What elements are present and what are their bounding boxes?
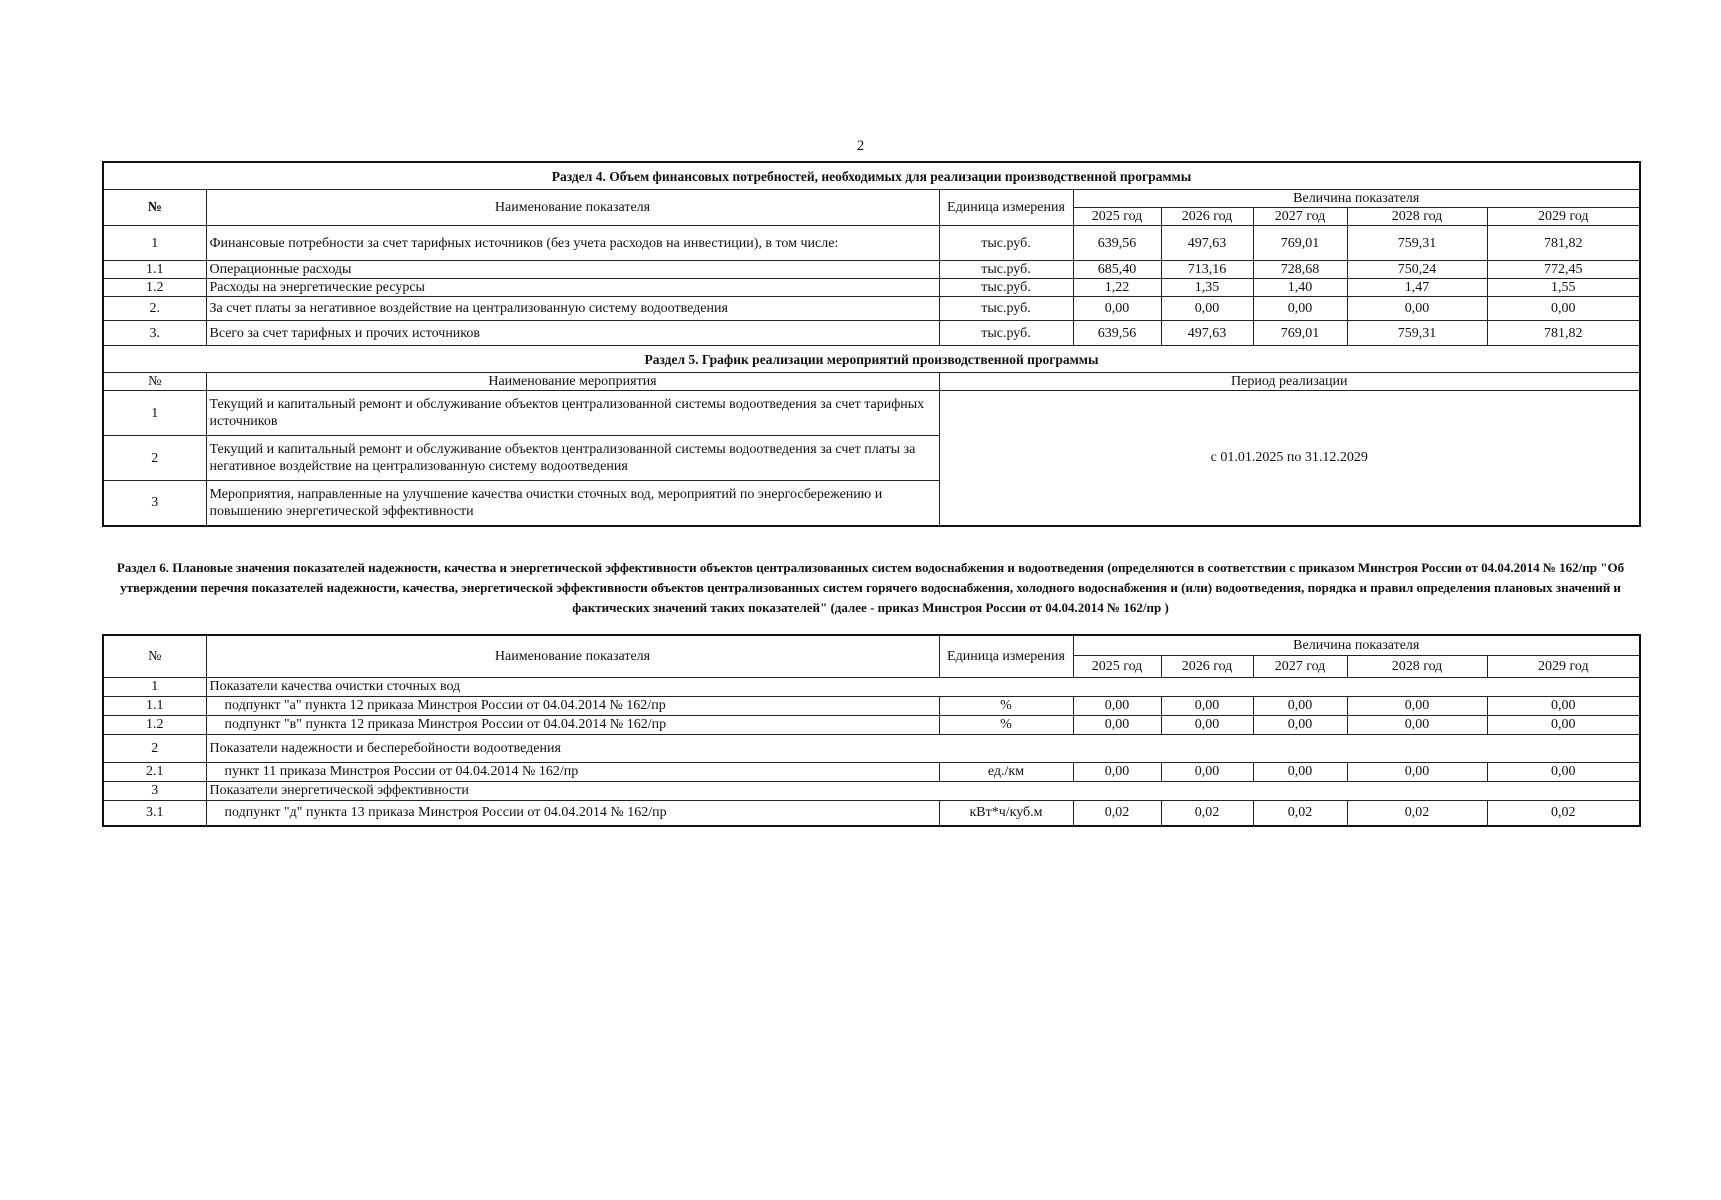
row-value: 0,00 — [1347, 297, 1487, 321]
group-num: 2 — [103, 734, 206, 762]
section4-title: Раздел 4. Объем финансовых потребностей, необходимых для реализации производственной программы — [103, 162, 1640, 190]
header-year: 2028 год — [1347, 655, 1487, 677]
row-value: 0,00 — [1347, 762, 1487, 781]
row-value: 713,16 — [1161, 261, 1253, 279]
table-row — [103, 279, 1640, 297]
table-row — [103, 762, 1640, 781]
row-name: пункт 11 приказа Минстроя России от 04.04.2014 № 162/пр — [206, 762, 939, 781]
group-row — [103, 734, 1640, 762]
row-num: 2 — [103, 436, 206, 481]
row-value: 0,02 — [1073, 800, 1161, 826]
row-num: 1.1 — [103, 261, 206, 279]
group-row — [103, 781, 1640, 800]
header-year: 2025 год — [1073, 208, 1161, 226]
row-value: 497,63 — [1161, 321, 1253, 346]
row-value: 0,00 — [1161, 297, 1253, 321]
row-value: 1,35 — [1161, 279, 1253, 297]
header-value: Величина показателя — [1073, 635, 1640, 655]
row-unit: тыс.руб. — [939, 279, 1073, 297]
row-name: подпункт "а" пункта 12 приказа Минстроя России от 04.04.2014 № 162/пр — [206, 696, 939, 715]
row-value: 781,82 — [1487, 321, 1640, 346]
row-unit: тыс.руб. — [939, 297, 1073, 321]
header-num: № — [103, 635, 206, 677]
header-year: 2029 год — [1487, 208, 1640, 226]
row-value: 639,56 — [1073, 321, 1161, 346]
row-num: 2. — [103, 297, 206, 321]
row-value: 0,00 — [1073, 696, 1161, 715]
row-value: 0,02 — [1347, 800, 1487, 826]
row-value: 728,68 — [1253, 261, 1347, 279]
section5-title: Раздел 5. График реализации мероприятий производственной программы — [103, 346, 1640, 373]
row-name: подпункт "д" пункта 13 приказа Минстроя России от 04.04.2014 № 162/пр — [206, 800, 939, 826]
group-name: Показатели надежности и бесперебойности водоотведения — [206, 734, 1640, 762]
header-year: 2027 год — [1253, 655, 1347, 677]
table-row — [103, 800, 1640, 826]
row-value: 0,00 — [1073, 762, 1161, 781]
table-row — [103, 715, 1640, 734]
row-num: 1.2 — [103, 279, 206, 297]
group-name: Показатели качества очистки сточных вод — [206, 677, 1640, 696]
row-value: 0,00 — [1253, 297, 1347, 321]
table-row — [103, 261, 1640, 279]
row-num: 3.1 — [103, 800, 206, 826]
row-value: 0,00 — [1487, 297, 1640, 321]
header-year: 2029 год — [1487, 655, 1640, 677]
row-unit: % — [939, 696, 1073, 715]
header-unit: Единица измерения — [939, 635, 1073, 677]
row-value: 0,00 — [1253, 715, 1347, 734]
row-value: 759,31 — [1347, 321, 1487, 346]
row-num: 3. — [103, 321, 206, 346]
header-num: № — [103, 373, 206, 391]
row-name: За счет платы за негативное воздействие на централизованную систему водоотведения — [206, 297, 939, 321]
row-unit: ед./км — [939, 762, 1073, 781]
row-value: 769,01 — [1253, 226, 1347, 261]
page-number: 2 — [856, 138, 865, 154]
row-unit: кВт*ч/куб.м — [939, 800, 1073, 826]
header-year: 2026 год — [1161, 208, 1253, 226]
row-value: 0,00 — [1161, 696, 1253, 715]
table-row — [103, 321, 1640, 346]
table-row — [103, 297, 1640, 321]
row-name: Операционные расходы — [206, 261, 939, 279]
section6-table — [102, 634, 1641, 827]
header-year: 2028 год — [1347, 208, 1487, 226]
row-value: 0,00 — [1487, 715, 1640, 734]
row-name: Текущий и капитальный ремонт и обслуживание объектов централизованной системы водоотведения за счет платы за негативное воздействие на централизованную систему водоотведения — [206, 436, 939, 481]
row-value: 0,00 — [1073, 715, 1161, 734]
row-value: 497,63 — [1161, 226, 1253, 261]
row-num: 1 — [103, 226, 206, 261]
row-num: 1 — [103, 391, 206, 436]
table-row — [103, 391, 1640, 436]
header-year: 2025 год — [1073, 655, 1161, 677]
header-num: № — [103, 190, 206, 226]
row-value: 0,02 — [1487, 800, 1640, 826]
row-unit: тыс.руб. — [939, 321, 1073, 346]
row-value: 0,00 — [1161, 762, 1253, 781]
row-value: 0,02 — [1253, 800, 1347, 826]
group-num: 1 — [103, 677, 206, 696]
row-value: 1,55 — [1487, 279, 1640, 297]
row-value: 759,31 — [1347, 226, 1487, 261]
row-num: 3 — [103, 481, 206, 526]
row-value: 0,00 — [1347, 715, 1487, 734]
row-name: подпункт "в" пункта 12 приказа Минстроя России от 04.04.2014 № 162/пр — [206, 715, 939, 734]
row-unit: тыс.руб. — [939, 261, 1073, 279]
header-value: Величина показателя — [1073, 190, 1640, 208]
row-value: 0,00 — [1347, 696, 1487, 715]
table-row — [103, 226, 1640, 261]
row-value: 0,00 — [1253, 762, 1347, 781]
row-name: Финансовые потребности за счет тарифных источников (без учета расходов на инвестиции), в том числе: — [206, 226, 939, 261]
row-value: 1,22 — [1073, 279, 1161, 297]
row-name: Текущий и капитальный ремонт и обслуживание объектов централизованной системы водоотведения за счет тарифных источников — [206, 391, 939, 436]
header-name: Наименование показателя — [206, 190, 939, 226]
row-name: Всего за счет тарифных и прочих источников — [206, 321, 939, 346]
row-value: 0,00 — [1487, 762, 1640, 781]
group-row — [103, 677, 1640, 696]
row-value: 0,00 — [1073, 297, 1161, 321]
row-value: 1,47 — [1347, 279, 1487, 297]
header-name: Наименование показателя — [206, 635, 939, 677]
row-unit: тыс.руб. — [939, 226, 1073, 261]
header-period: Период реализации — [939, 373, 1640, 391]
group-num: 3 — [103, 781, 206, 800]
row-value: 0,00 — [1161, 715, 1253, 734]
section6-title: Раздел 6. Плановые значения показателей надежности, качества и энергетической эффективности объектов централизованных систем водоснабжения и водоотведения (определяются в соответствии с приказом Минстроя России от 04.04.2014 № 162/пр "Об утверждении перечня показателей надежности, качества, энергетической эффективности объектов централизованных систем горячего водоснабжения, холодного водоснабжения и (или) водоотведения, порядка и правил определения плановых значений и фактических значений таких показателей" (далее - приказ Минстроя России от 04.04.2014 № 162/пр ) — [116, 560, 1625, 615]
row-num: 1.2 — [103, 715, 206, 734]
row-value: 0,00 — [1253, 696, 1347, 715]
row-value: 685,40 — [1073, 261, 1161, 279]
row-value: 769,01 — [1253, 321, 1347, 346]
period-value: с 01.01.2025 по 31.12.2029 — [939, 391, 1640, 526]
row-value: 1,40 — [1253, 279, 1347, 297]
row-value: 639,56 — [1073, 226, 1161, 261]
row-num: 1.1 — [103, 696, 206, 715]
row-value: 0,00 — [1487, 696, 1640, 715]
row-value: 0,02 — [1161, 800, 1253, 826]
section4-5-table — [102, 161, 1641, 527]
row-value: 772,45 — [1487, 261, 1640, 279]
row-value: 781,82 — [1487, 226, 1640, 261]
row-name: Мероприятия, направленные на улучшение качества очистки сточных вод, мероприятий по энергосбережению и повышению энергетической эффективности — [206, 481, 939, 526]
row-name: Расходы на энергетические ресурсы — [206, 279, 939, 297]
row-value: 750,24 — [1347, 261, 1487, 279]
header-year: 2027 год — [1253, 208, 1347, 226]
table-row — [103, 696, 1640, 715]
header-name: Наименование мероприятия — [206, 373, 939, 391]
row-unit: % — [939, 715, 1073, 734]
header-year: 2026 год — [1161, 655, 1253, 677]
header-unit: Единица измерения — [939, 190, 1073, 226]
row-num: 2.1 — [103, 762, 206, 781]
group-name: Показатели энергетической эффективности — [206, 781, 1640, 800]
